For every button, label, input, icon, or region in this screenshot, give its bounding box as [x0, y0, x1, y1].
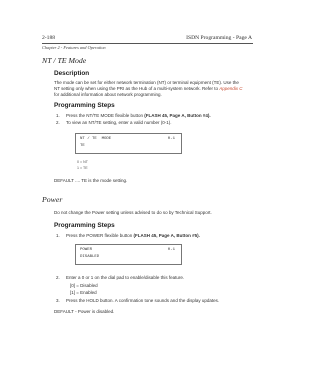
- nt-te-section-title: NT / TE Mode: [42, 56, 87, 65]
- power-step-2-number: 2.: [56, 275, 60, 280]
- page-number: 2-188: [42, 35, 56, 41]
- power-step-3-text: Press the HOLD button. A confirmation tone sounds and the display updates.: [66, 298, 220, 303]
- power-steps-heading: Programming Steps: [54, 222, 115, 229]
- power-lcd-line-1-range: 0-1: [167, 248, 175, 252]
- header-rule: [42, 43, 253, 44]
- power-lcd-line-1-label: POWER: [80, 248, 93, 252]
- nt-te-lcd-display: [75, 133, 182, 154]
- power-step-1-number: 1.: [56, 233, 60, 238]
- power-option-0: [0] = Disabled: [70, 283, 98, 288]
- power-step-1-button-ref: (FLASH 45, Page A, Button #5).: [133, 233, 200, 238]
- nt-te-step-1-text: Press the NT/TE MODE flexible button: [66, 113, 145, 118]
- nt-te-description-text: NT setting only when using the PRI as the Hub of a multi-system network. Refer to: [54, 86, 218, 91]
- te-option-1: 1 = TE: [77, 166, 88, 170]
- nt-te-steps-heading: Programming Steps: [54, 102, 115, 109]
- nt-te-description-heading: Description: [54, 70, 90, 77]
- power-step-1-text: Press the POWER flexible button: [66, 233, 134, 238]
- power-lcd-line-2-value: DISABLED: [80, 255, 100, 259]
- power-description: Do not change the Power setting unless advised to do so by Technical Support.: [54, 210, 212, 215]
- power-section-title: Power: [42, 195, 63, 204]
- power-lcd-display: [75, 244, 182, 265]
- nt-te-lcd-line-1-label: NT / TE MODE: [80, 137, 112, 141]
- nt-te-lcd-line-1-range: 0-1: [167, 137, 175, 141]
- nt-te-step-2-number: 2.: [56, 120, 60, 125]
- power-step-1: [66, 233, 200, 239]
- page-header-title: ISDN Programming - Page A: [186, 35, 252, 41]
- power-option-1: [1] = Enabled: [70, 290, 97, 295]
- nt-te-step-2-text: To view an NT/TE setting, enter a valid number (0-1).: [66, 120, 172, 125]
- nt-te-step-1-button-ref: (FLASH 45, Page A, Button #4).: [144, 113, 211, 118]
- nt-te-default: DEFAULT .... TE is the mode setting.: [54, 178, 128, 183]
- appendix-c-link[interactable]: Appendix C: [219, 86, 243, 91]
- power-default: DEFAULT - Power is disabled.: [54, 309, 115, 314]
- nt-option-0: 0 = NT: [77, 160, 88, 164]
- nt-te-lcd-line-2-value: TE: [80, 144, 85, 148]
- power-step-2-text: Enter a 0 or 1 on the dial pad to enable/disable this feature.: [66, 275, 185, 280]
- nt-te-description-line-1: The mode can be set for either network termination (NT) or terminal equipment (TE). Use the: [54, 80, 239, 85]
- nt-te-description-line-3: for additional information about network programming.: [54, 92, 162, 97]
- power-step-3-number: 3.: [56, 298, 60, 303]
- chapter-title: Chapter 2 - Features and Operation: [42, 45, 106, 50]
- nt-te-step-1-number: 1.: [56, 113, 60, 118]
- nt-te-step-1: [66, 113, 211, 119]
